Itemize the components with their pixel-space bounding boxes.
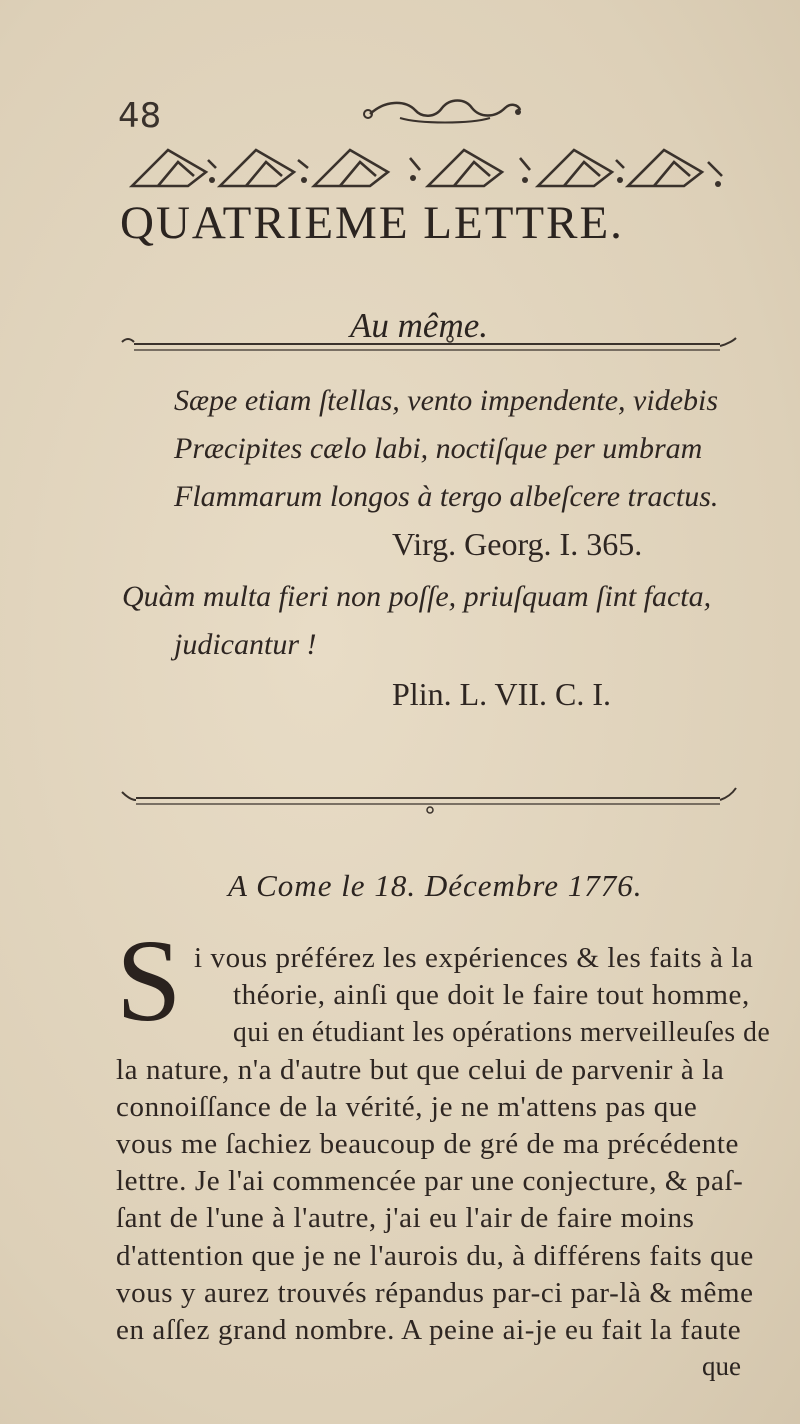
drop-cap-initial: S — [116, 915, 182, 1046]
body-text-line: théorie, ainſi que doit le faire tout homme, — [233, 979, 750, 1012]
bottom-double-rule — [120, 786, 740, 816]
body-text-line: ſant de l'une à l'autre, j'ai eu l'air de faire moins — [116, 1202, 695, 1235]
body-text-line: qui en étudiant les opérations merveilleuſes de — [233, 1016, 771, 1049]
epigraph-line: Quàm multa fieri non poſſe, priuſquam ſint facta, — [122, 580, 712, 613]
body-text-line: lettre. Je l'ai commencée par une conjecture, & paſ- — [116, 1165, 744, 1198]
body-text-line: i vous préférez les expériences & les faits à la — [194, 942, 754, 974]
epigraph-line: Sæpe etiam ſtellas, vento impendente, videbis — [174, 384, 719, 417]
body-text-line: en aſſez grand nombre. A peine ai-je eu fait la faute — [116, 1314, 742, 1346]
epigraph-citation: Plin. L. VII. C. I. — [392, 676, 611, 712]
top-double-rule — [120, 334, 740, 364]
addressee-line: Au même. — [350, 306, 489, 345]
body-text-line: vous y aurez trouvés répandus par-ci par-là & même — [116, 1276, 754, 1309]
flourish-ornament — [360, 92, 525, 128]
body-text-line: la nature, n'a d'autre but que celui de parvenir à la — [116, 1053, 725, 1086]
epigraph-citation: Virg. Georg. I. 365. — [392, 526, 643, 562]
headpiece-ornament-band — [128, 132, 728, 194]
epigraph-line: Flammarum longos à tergo albeſcere tractus. — [174, 480, 719, 513]
page-number: 48 — [118, 96, 162, 136]
body-text-line: vous me ſachiez beaucoup de gré de ma précédente — [116, 1128, 740, 1160]
epigraph-line: judicantur ! — [174, 628, 317, 661]
catchword: que — [702, 1351, 741, 1382]
body-text-line: connoiſſance de la vérité, je ne m'attens pas que — [116, 1090, 698, 1123]
epigraph-line: Præcipites cælo labi, noctiſque per umbram — [174, 432, 703, 465]
chapter-title: QUATRIEME LETTRE. — [120, 197, 624, 249]
letter-dateline: A Come le 18. Décembre 1776. — [228, 868, 643, 903]
body-text-line: d'attention que je ne l'aurois du, à différens faits que — [116, 1239, 754, 1272]
